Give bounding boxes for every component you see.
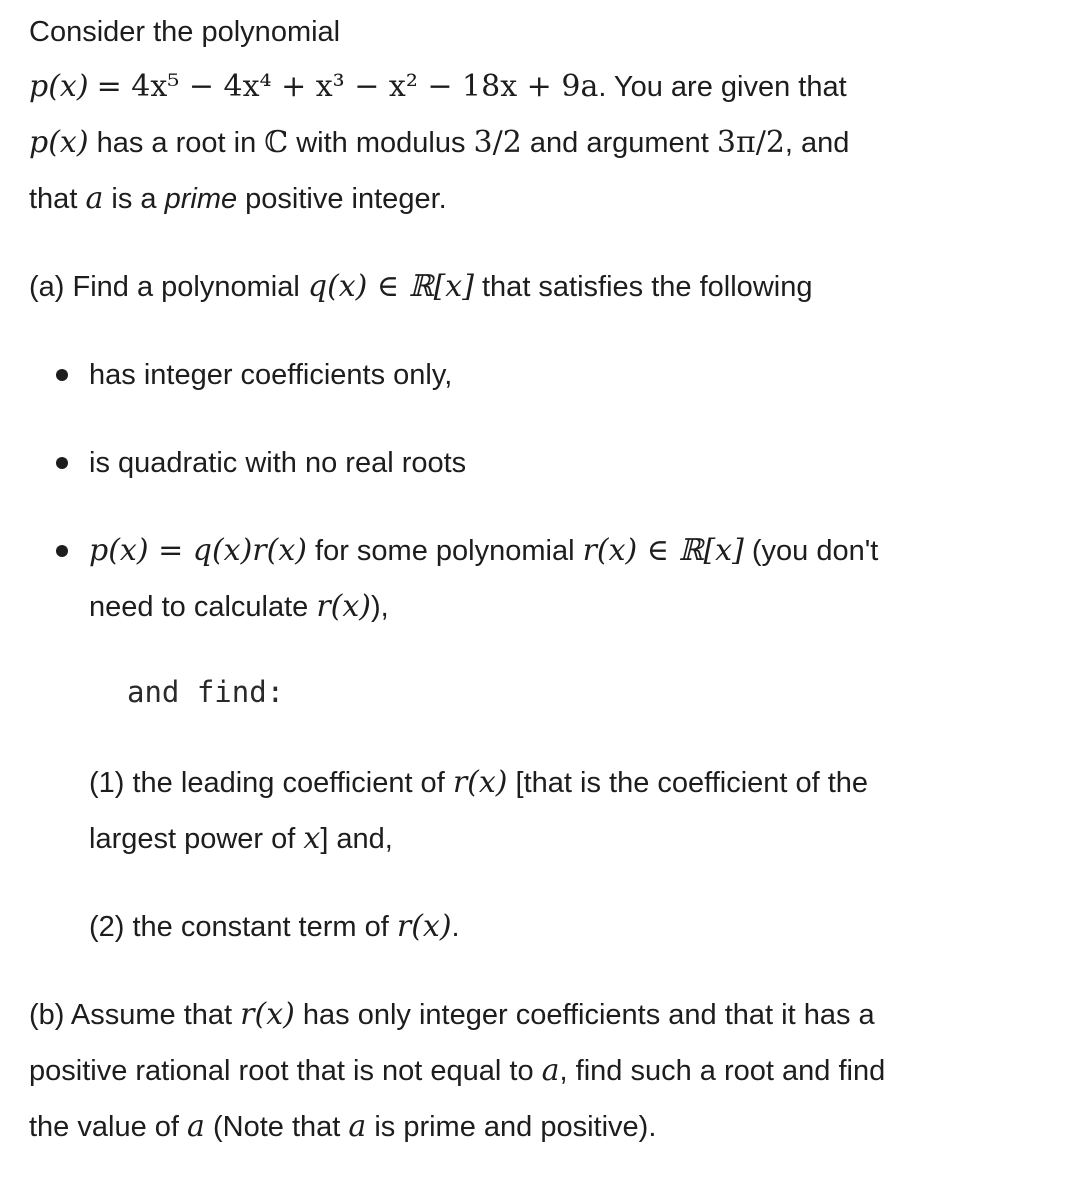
p-of-x: p(x) [29, 125, 89, 160]
bullet-marker [56, 545, 68, 557]
part-a-heading [29, 267, 812, 307]
variable-a: a [187, 1109, 205, 1144]
r-of-x: r(x) [396, 909, 452, 944]
bullet-text: ), [371, 591, 389, 623]
part-b-line-2 [29, 1051, 885, 1091]
part-b-text: , find such a root and find [559, 1055, 886, 1087]
part-a-tail: that satisfies the following [482, 271, 813, 303]
code-block [127, 672, 284, 712]
bullet-text: need to calculate [89, 591, 309, 623]
complex-set-symbol: ℂ [264, 125, 289, 160]
part-b-text: is prime and positive). [374, 1111, 657, 1143]
r-of-x: r(x) [316, 589, 372, 624]
part-b-text: the value of [29, 1111, 179, 1143]
variable-a: a [541, 1053, 560, 1088]
intro-line-3 [29, 123, 849, 163]
item-text: . [451, 911, 460, 943]
intro-line-1 [29, 12, 340, 52]
part-b-text: has only integer coefficients and that it has a [302, 999, 875, 1031]
item-1-line-1 [89, 763, 868, 803]
bullet-item-3 [89, 531, 878, 571]
part-b-text: (Note that [212, 1111, 341, 1143]
bullet-item-2 [89, 443, 466, 483]
variable-a: a [85, 181, 104, 216]
and-text: , and [784, 127, 850, 159]
item-text: (2) the constant term of [89, 911, 389, 943]
intro-text: Consider the polynomial [29, 16, 341, 48]
bullet-text: is quadratic with no real roots [89, 447, 467, 479]
part-b-line-1 [29, 995, 875, 1035]
bullet-marker [56, 457, 68, 469]
polynomial-definition: = 4x⁵ − 4x⁴ + x³ − x² − 18x + 9a [96, 69, 599, 104]
modulus-value: 3/2 [473, 125, 522, 160]
item-1-line-2 [89, 819, 393, 859]
bullet-text: (you don't [751, 535, 879, 567]
part-b-line-3 [29, 1107, 656, 1147]
item-text: (1) the leading coefficient of [89, 767, 445, 799]
bullet-item-3-cont [89, 587, 389, 627]
intro-given-text: . You are given that [598, 71, 847, 103]
bullet-text: has integer coefficients only, [89, 359, 453, 391]
r-of-x: r(x) [240, 997, 295, 1032]
item-text: [that is the coefficient of the [515, 767, 869, 799]
variable-x: x [303, 821, 321, 856]
argument-text: and argument [529, 127, 709, 159]
r-of-x: r(x) [452, 765, 508, 800]
bullet-marker [56, 369, 68, 381]
code-text: and find: [127, 675, 285, 709]
argument-value: 3π/2 [716, 125, 785, 160]
intro-line-4 [29, 179, 447, 219]
is-a-text: is a [111, 183, 157, 215]
bullet-item-1 [89, 355, 452, 395]
variable-a: a [348, 1109, 367, 1144]
root-text: has a root in [96, 127, 257, 159]
part-a-lead: (a) Find a polynomial [29, 271, 300, 303]
that-text: that [29, 183, 78, 215]
prime-emphasis: prime [164, 183, 238, 215]
factorization: p(x) = q(x)r(x) [89, 533, 307, 568]
part-b-text: positive rational root that is not equal to [29, 1055, 534, 1087]
item-2-line [89, 907, 460, 947]
p-of-x: p(x) [29, 69, 89, 104]
item-text: ] and, [320, 823, 393, 855]
r-membership: r(x) ∈ ℝ[x] [582, 533, 744, 568]
modulus-text: with modulus [296, 127, 466, 159]
q-membership: q(x) ∈ ℝ[x] [307, 269, 474, 304]
intro-line-2 [29, 67, 847, 107]
item-text: largest power of [89, 823, 296, 855]
bullet-text: for some polynomial [315, 535, 575, 567]
part-b-text: (b) Assume that [29, 999, 233, 1031]
positive-integer-text: positive integer. [245, 183, 447, 215]
